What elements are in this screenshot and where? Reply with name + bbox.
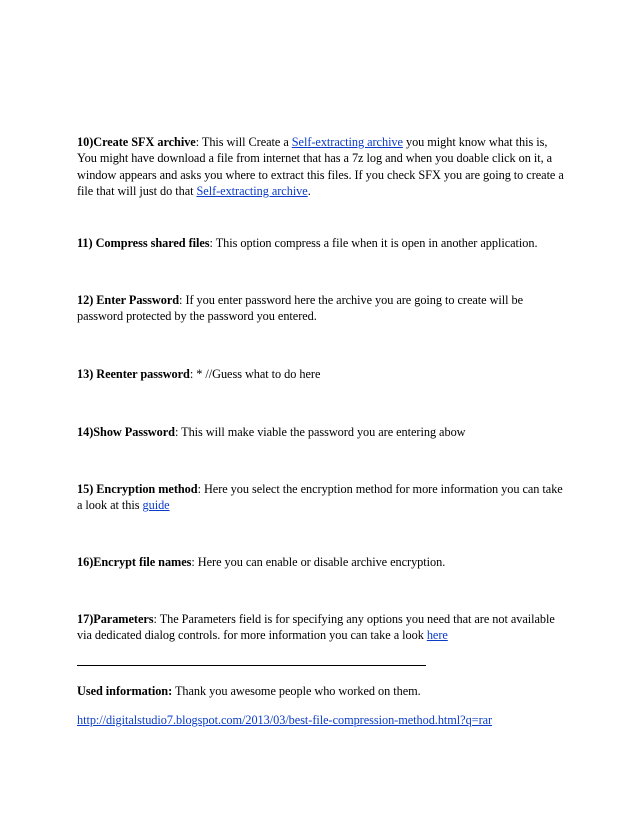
- item-heading: 15) Encryption method: [77, 482, 198, 496]
- item-separator: :: [189, 367, 197, 381]
- item-text: This option compress a file when it is open in another application.: [215, 236, 538, 250]
- item-separator: :: [153, 612, 160, 626]
- item-enter-password: [77, 292, 567, 325]
- self-extracting-archive-link[interactable]: Self-extracting archive: [291, 135, 403, 149]
- item-show-password: [77, 424, 567, 440]
- item-separator: :: [179, 293, 186, 307]
- item-heading: 12) Enter Password: [77, 293, 180, 307]
- item-encryption-method: [77, 481, 567, 514]
- used-information-heading: Used information:: [77, 684, 173, 698]
- item-reenter-password: [77, 366, 567, 382]
- item-separator: :: [195, 135, 202, 149]
- item-text: Here you can enable or disable archive encryption.: [197, 555, 446, 569]
- item-text: If you enter password here the archive you are going to create will be password protected by the password you entered.: [77, 293, 524, 324]
- item-text: This will Create a: [201, 135, 292, 149]
- item-text: .: [307, 183, 311, 198]
- item-text: Here you select the encryption method for more information you can take a look at this: [77, 482, 563, 513]
- item-separator: :: [174, 425, 182, 439]
- item-text: * //Guess what to do here: [196, 367, 321, 381]
- item-heading: 17)Parameters: [77, 612, 154, 626]
- item-create-sfx-archive: [77, 134, 567, 199]
- item-text: The Parameters field is for specifying any options you need that are not available via dedicated dialog controls. for more information you can take a look: [77, 612, 555, 643]
- item-separator: :: [197, 482, 204, 496]
- used-information-text: Thank you awesome people who worked on them.: [172, 684, 421, 698]
- horizontal-rule: [77, 665, 426, 666]
- item-heading: 10)Create SFX archive: [77, 135, 196, 149]
- self-extracting-archive-link-2[interactable]: Self-extracting archive: [196, 183, 308, 198]
- here-link[interactable]: here: [426, 628, 448, 643]
- item-compress-shared-files: [77, 235, 567, 251]
- item-parameters: [77, 611, 567, 644]
- used-information: [77, 683, 567, 699]
- source-url-link[interactable]: http://digitalstudio7.blogspot.com/2013/03/best-file-compression-method.html?q=rar: [77, 713, 493, 727]
- item-heading: 11) Compress shared files: [77, 236, 210, 250]
- item-text: you might know what this is, You might have download a file from internet that has a 7z log and when you doable click on it, a window appears and asks you where to extract this files. If you check SFX you are going to create a file that will just do that: [77, 135, 564, 198]
- item-heading: 16)Encrypt file names: [77, 555, 192, 569]
- item-separator: :: [191, 555, 198, 569]
- guide-link[interactable]: guide: [142, 498, 170, 513]
- item-encrypt-file-names: [77, 554, 567, 570]
- source-link-paragraph: [77, 712, 567, 728]
- item-separator: :: [209, 236, 216, 250]
- item-heading: 14)Show Password: [77, 425, 175, 439]
- item-text: This will make viable the password you are entering abow: [181, 425, 466, 439]
- item-heading: 13) Reenter password: [77, 367, 190, 381]
